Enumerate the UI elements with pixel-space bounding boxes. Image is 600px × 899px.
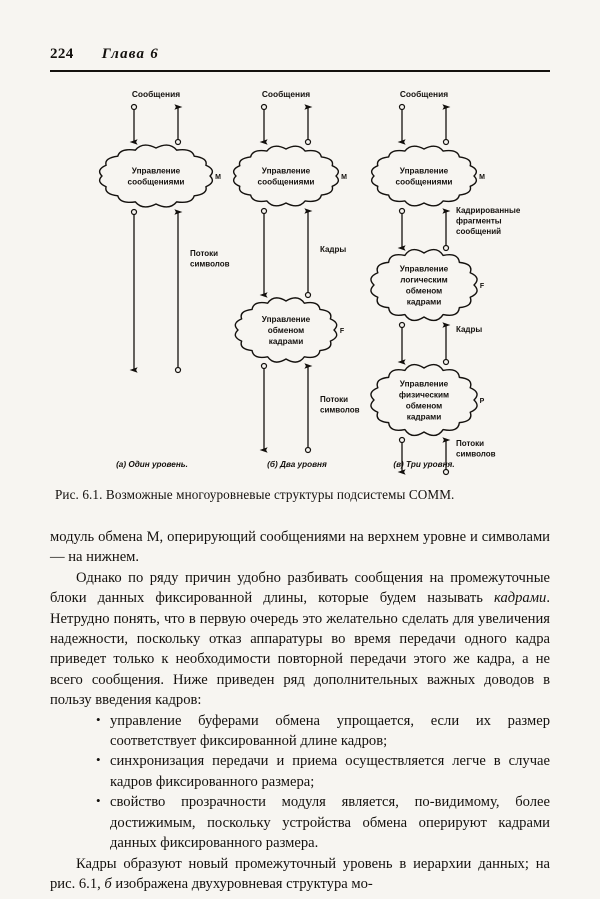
figure-sub-caption-c: (в) Три уровня.	[393, 460, 455, 469]
cloud-label: кадрами	[406, 412, 442, 422]
cloud-label: обменом	[267, 326, 305, 335]
flow-label: Кадрированные	[456, 206, 521, 215]
list-item: • управление буферами обмена упрощается, если их размер соответствует фиксированной длине кадров;	[96, 711, 550, 752]
arrow-tail-circle	[444, 140, 449, 145]
arrow-tail-circle	[400, 438, 405, 443]
paragraph-2-part-a: Однако по ряду причин удобно разбивать сообщения на промежуточные блоки данных фиксированной длины, которые будем называть	[50, 569, 550, 607]
node-side-label: M	[215, 174, 221, 181]
cloud-node-c2	[371, 250, 477, 321]
node-side-label: F	[339, 328, 345, 335]
cloud-label: кадрами	[406, 297, 442, 307]
header-rule	[50, 70, 550, 72]
arrow-tail-circle	[262, 364, 267, 369]
arrow-tail-circle	[262, 209, 267, 214]
paragraph-2-part-b: . Нетрудно понять, что в первую очередь это желательно сделать для увеличения надежности, поскольку отказ аппаратуры во время передачи одного кадра приведет только к необходимости повторной передачи этого же кадра, а не всего сообщения. Ниже приведен ряд дополнительных важных доводов в пользу введения кадров:	[50, 590, 550, 709]
flow-label: Потоки	[456, 439, 485, 448]
cloud-label: обменом	[405, 286, 443, 296]
paragraph-1: модуль обмена M, оперирующий сообщениями на верхнем уровне и символами — на нижнем.	[50, 529, 550, 566]
flow-label: символов	[456, 449, 496, 459]
arrow-tail-circle	[400, 105, 405, 110]
flow-label: символов	[190, 259, 230, 269]
flow-label: Кадры	[456, 325, 483, 334]
cloud-node-c3	[371, 365, 477, 436]
cloud-label: обменом	[405, 401, 443, 411]
flow-label: Кадры	[320, 245, 347, 254]
figure-6-1	[0, 80, 600, 480]
cloud-label: физическим	[398, 390, 450, 400]
cloud-label: Управление	[399, 264, 449, 274]
paragraph-3	[50, 854, 550, 895]
cloud-label: кадрами	[268, 337, 304, 346]
node-side-label: M	[341, 174, 347, 181]
flow-label: Потоки	[190, 249, 219, 258]
cloud-label: сообщениями	[257, 177, 315, 187]
paragraph-2	[50, 568, 550, 711]
body-text	[50, 527, 550, 894]
page-number: 224	[50, 46, 74, 62]
arrow-tail-circle	[444, 246, 449, 251]
arrow-tail-circle	[306, 293, 311, 298]
node-side-label: P	[479, 398, 485, 405]
paragraph-3-part-b: изображена двухуровневая структура мо-	[111, 875, 373, 892]
flow-label: Потоки	[320, 395, 349, 404]
arguments-list	[50, 711, 550, 854]
arrow-tail-circle	[444, 360, 449, 365]
cloud-label: сообщениями	[395, 177, 453, 187]
cloud-label: Управление	[399, 379, 449, 389]
list-item: • синхронизация передачи и приема осуществляется легче в случае кадров фиксированного размера;	[96, 751, 550, 792]
arrow-tail-circle	[306, 448, 311, 453]
figure-diagram	[0, 80, 600, 480]
cloud-node-c1	[372, 146, 477, 206]
term-kadrami: кадрами	[493, 590, 547, 607]
arrow-tail-circle	[400, 209, 405, 214]
cloud-label: сообщениями	[127, 177, 185, 187]
list-item: • свойство прозрачности модуля является, по-видимому, более достижимым, поскольку устройства обмена оперируют кадрами данных фиксированного размера.	[96, 792, 550, 853]
arrow-tail-circle	[444, 470, 449, 475]
cloud-node-a1	[100, 145, 213, 207]
cloud-label: логическим	[400, 275, 448, 285]
cloud-label: Управление	[261, 166, 311, 176]
arrow-tail-circle	[306, 140, 311, 145]
cloud-label: Управление	[399, 166, 449, 176]
node-side-label: F	[479, 283, 485, 290]
figure-sub-caption-b: (б) Два уровня	[267, 460, 327, 469]
figure-caption: Рис. 6.1. Возможные многоуровневые структуры подсистемы COMM.	[55, 487, 455, 502]
node-side-label: M	[479, 174, 485, 181]
figure-ref-b: б	[104, 875, 112, 892]
arrow-tail-circle	[132, 105, 137, 110]
figure-sub-caption-a: (а) Один уровень.	[116, 460, 188, 469]
top-label: Сообщения	[399, 89, 449, 99]
arrow-tail-circle	[176, 140, 181, 145]
arrow-tail-circle	[262, 105, 267, 110]
cloud-label: Управление	[261, 315, 311, 324]
flow-label: фрагменты	[456, 216, 502, 226]
running-head	[50, 46, 550, 63]
flow-label: символов	[320, 405, 360, 415]
cloud-label: Управление	[131, 166, 181, 176]
arrow-tail-circle	[400, 323, 405, 328]
top-label: Сообщения	[131, 89, 181, 99]
top-label: Сообщения	[261, 89, 311, 99]
cloud-node-b1	[234, 146, 339, 206]
chapter-title: Глава 6	[101, 46, 159, 62]
arrow-tail-circle	[132, 210, 137, 215]
arrow-tail-circle	[176, 368, 181, 373]
paragraph-3-part-a: Кадры образуют новый промежуточный уровень в иерархии данных; на рис. 6.1,	[50, 855, 550, 892]
flow-label: сообщений	[456, 227, 502, 236]
